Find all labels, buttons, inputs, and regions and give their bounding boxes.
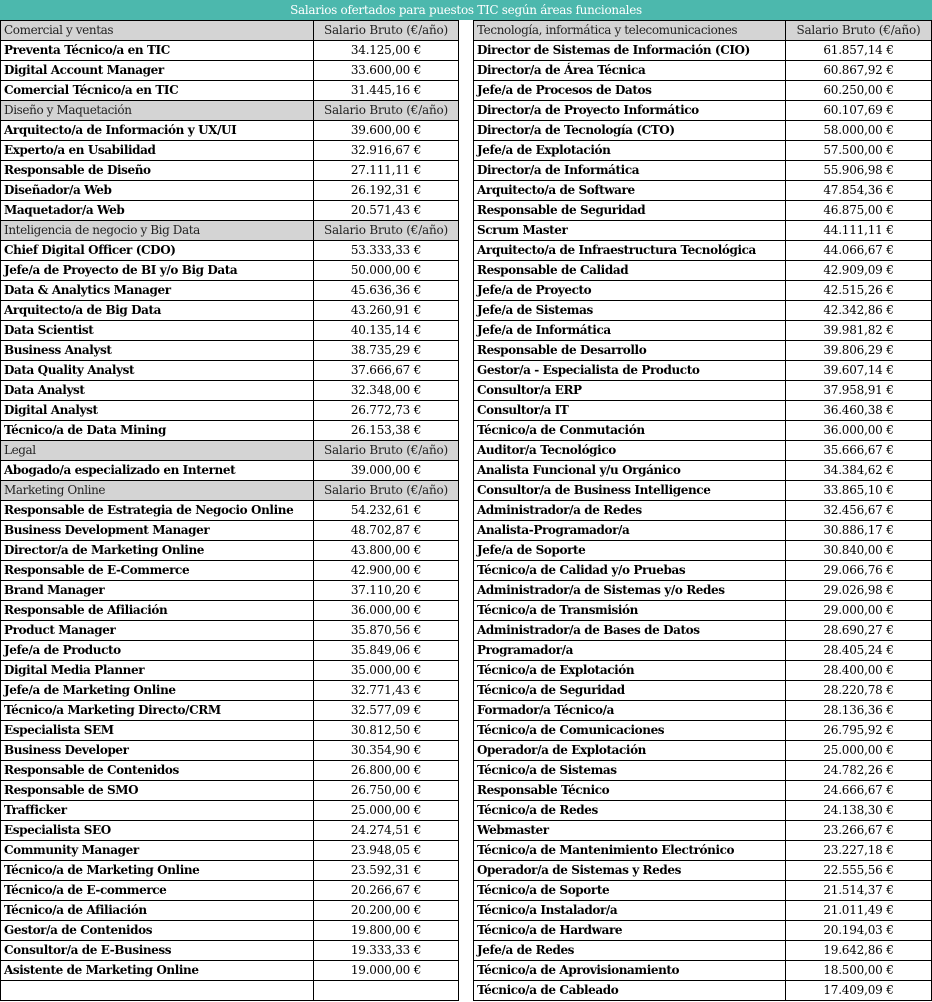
salary-value: 23.948,05 € [350, 843, 422, 857]
table-row [474, 501, 931, 521]
table-row [1, 661, 458, 681]
job-title: Responsable de Desarrollo [474, 341, 786, 360]
empty-row [1, 981, 458, 1001]
table-row [1, 701, 458, 721]
table-row [1, 681, 458, 701]
job-title: Asistente de Marketing Online [1, 961, 314, 980]
table-row [474, 301, 931, 321]
table-row [1, 581, 458, 601]
job-title: Director/a de Marketing Online [1, 541, 314, 560]
salary-value: 24.782,26 € [823, 763, 894, 777]
salary-value: 28.136,36 € [823, 703, 894, 717]
job-title: Operador/a de Explotación [474, 741, 786, 760]
salary-value: 30.840,00 € [823, 543, 894, 557]
job-title: Técnico/a Instalador/a [474, 901, 786, 920]
table-row [1, 861, 458, 881]
job-title: Técnico/a de Conmutación [474, 421, 786, 440]
table-row [474, 361, 931, 381]
table-row [474, 341, 931, 361]
job-title: Community Manager [1, 841, 314, 860]
salary-value: 46.875,00 € [823, 203, 894, 217]
salary-value: 44.111,11 € [823, 223, 894, 237]
table-row [474, 581, 931, 601]
section-header-row [1, 441, 458, 461]
table-row [474, 221, 931, 241]
job-title: Especialista SEM [1, 721, 314, 740]
table-row [474, 741, 931, 761]
job-title: Business Analyst [1, 341, 314, 360]
job-title: Técnico/a de Data Mining [1, 421, 314, 440]
table-row [474, 161, 931, 181]
job-title: Jefe/a de Explotación [474, 141, 786, 160]
section-header-row [1, 101, 458, 121]
table-row [1, 301, 458, 321]
job-title: Responsable de Calidad [474, 261, 786, 280]
job-title: Business Development Manager [1, 521, 314, 540]
table-row [474, 181, 931, 201]
job-title: Auditor/a Tecnológico [474, 441, 786, 460]
job-title: Gestor/a - Especialista de Producto [474, 361, 786, 380]
salary-value: 19.642,86 € [823, 943, 894, 957]
table-row [1, 341, 458, 361]
salary-value: 27.111,11 € [350, 163, 422, 177]
salary-value: 28.400,00 € [823, 663, 894, 677]
table-row [1, 781, 458, 801]
table-row [474, 541, 931, 561]
salary-value: 17.409,09 € [823, 983, 894, 997]
salary-value: 37.110,20 € [350, 583, 422, 597]
job-title: Jefe/a de Proyecto [474, 281, 786, 300]
job-title: Arquitecto/a de Información y UX/UI [1, 121, 314, 140]
salary-value: 37.958,91 € [823, 383, 894, 397]
job-title: Diseñador/a Web [1, 181, 314, 200]
job-title: Administrador/a de Redes [474, 501, 786, 520]
job-title: Webmaster [474, 821, 786, 840]
table-row [1, 81, 458, 101]
section-title: Tecnología, informática y telecomunicaciones [474, 21, 786, 40]
table-row [474, 761, 931, 781]
table-row [474, 861, 931, 881]
table-row [474, 981, 931, 1001]
salary-value: 32.577,09 € [350, 703, 422, 717]
table-row [474, 641, 931, 661]
job-title: Consultor/a de Business Intelligence [474, 481, 786, 500]
section-title: Marketing Online [1, 481, 314, 500]
job-title: Digital Account Manager [1, 61, 314, 80]
table-row [1, 721, 458, 741]
salary-value: 54.232,61 € [350, 503, 422, 517]
job-title: Director/a de Área Técnica [474, 61, 786, 80]
job-title: Data & Analytics Manager [1, 281, 314, 300]
table-row [474, 401, 931, 421]
job-title: Arquitecto/a de Big Data [1, 301, 314, 320]
table-row [1, 621, 458, 641]
salary-value: 61.857,14 € [823, 43, 894, 57]
job-title: Técnico/a de Seguridad [474, 681, 786, 700]
table-row [1, 841, 458, 861]
salary-value: 23.266,67 € [823, 823, 894, 837]
job-title: Operador/a de Sistemas y Redes [474, 861, 786, 880]
table-row [474, 241, 931, 261]
table-row [1, 601, 458, 621]
table-row [474, 721, 931, 741]
section-header-row [1, 221, 458, 241]
job-title: Scrum Master [474, 221, 786, 240]
job-title: Administrador/a de Sistemas y/o Redes [474, 581, 786, 600]
job-title: Responsable de Diseño [1, 161, 314, 180]
table-row [474, 461, 931, 481]
salary-value: 29.066,76 € [823, 563, 894, 577]
salary-value: 20.200,00 € [350, 903, 422, 917]
table-row [474, 821, 931, 841]
table-row [474, 841, 931, 861]
table-row [474, 701, 931, 721]
salary-value: 36.000,00 € [350, 603, 422, 617]
table-row [1, 821, 458, 841]
job-title: Técnico/a de Hardware [474, 921, 786, 940]
section-title: Inteligencia de negocio y Big Data [1, 221, 314, 240]
salary-value: 22.555,56 € [823, 863, 894, 877]
salary-value: 19.000,00 € [350, 963, 422, 977]
section-header-row [1, 481, 458, 501]
table-row [474, 201, 931, 221]
salary-value: 19.333,33 € [350, 943, 422, 957]
job-title: Jefe/a de Procesos de Datos [474, 81, 786, 100]
table-row [1, 501, 458, 521]
job-title: Responsable de Afiliación [1, 601, 314, 620]
job-title: Digital Analyst [1, 401, 314, 420]
job-title: Técnico/a de Cableado [474, 981, 786, 1001]
salary-value: 36.000,00 € [823, 423, 894, 437]
table-row [1, 141, 458, 161]
table-row [474, 961, 931, 981]
job-title: Especialista SEO [1, 821, 314, 840]
salary-value: 45.636,36 € [350, 283, 422, 297]
table-row [1, 881, 458, 901]
salary-value: 28.220,78 € [823, 683, 894, 697]
salary-value: 31.445,16 € [350, 83, 422, 97]
job-title: Responsable de Estrategia de Negocio Online [1, 501, 314, 520]
table-row [1, 901, 458, 921]
job-title: Técnico/a de Mantenimiento Electrónico [474, 841, 786, 860]
salary-value: 34.384,62 € [823, 463, 894, 477]
job-title: Jefe/a de Redes [474, 941, 786, 960]
right-salary-table [473, 20, 932, 1001]
job-title: Jefe/a de Soporte [474, 541, 786, 560]
table-row [1, 121, 458, 141]
salary-value: 26.153,38 € [350, 423, 422, 437]
salary-value: 57.500,00 € [823, 143, 894, 157]
table-row [474, 41, 931, 61]
salary-column-header: Salario Bruto (€/año) [323, 443, 449, 457]
salary-column-header: Salario Bruto (€/año) [323, 23, 449, 37]
salary-value: 33.865,10 € [823, 483, 894, 497]
salary-column-header: Salario Bruto (€/año) [323, 103, 449, 117]
salary-value: 26.795,92 € [823, 723, 894, 737]
job-title: Técnico/a de Sistemas [474, 761, 786, 780]
salary-value: 37.666,67 € [350, 363, 422, 377]
salary-column-header: Salario Bruto (€/año) [796, 23, 921, 37]
table-row [1, 941, 458, 961]
job-title: Responsable Técnico [474, 781, 786, 800]
salary-value: 19.800,00 € [350, 923, 422, 937]
job-title: Responsable de Contenidos [1, 761, 314, 780]
job-title: Abogado/a especializado en Internet [1, 461, 314, 480]
salary-value: 30.886,17 € [823, 523, 894, 537]
salary-value: 30.812,50 € [350, 723, 422, 737]
job-title: Técnico/a Marketing Directo/CRM [1, 701, 314, 720]
table-row [474, 121, 931, 141]
job-title: Responsable de SMO [1, 781, 314, 800]
salary-value: 47.854,36 € [823, 183, 894, 197]
job-title: Preventa Técnico/a en TIC [1, 41, 314, 60]
job-title: Consultor/a IT [474, 401, 786, 420]
job-title: Data Analyst [1, 381, 314, 400]
salary-value: 60.250,00 € [823, 83, 894, 97]
salary-value: 53.333,33 € [350, 243, 422, 257]
job-title: Director de Sistemas de Información (CIO) [474, 41, 786, 60]
page-title: Salarios ofertados para puestos TIC según áreas funcionales [0, 0, 932, 20]
job-title: Técnico/a de Explotación [474, 661, 786, 680]
salary-value: 35.870,56 € [350, 623, 422, 637]
table-row [1, 741, 458, 761]
job-title: Analista-Programador/a [474, 521, 786, 540]
salary-value: 21.514,37 € [823, 883, 894, 897]
table-row [474, 141, 931, 161]
section-header-row [474, 21, 931, 41]
job-title: Programador/a [474, 641, 786, 660]
salary-value: 32.916,67 € [350, 143, 422, 157]
table-row [1, 361, 458, 381]
salary-value: 44.066,67 € [823, 243, 894, 257]
table-row [474, 381, 931, 401]
job-title: Gestor/a de Contenidos [1, 921, 314, 940]
job-title: Experto/a en Usabilidad [1, 141, 314, 160]
salary-value: 20.266,67 € [350, 883, 422, 897]
job-title: Arquitecto/a de Software [474, 181, 786, 200]
table-row [1, 461, 458, 481]
salary-value: 24.666,67 € [823, 783, 894, 797]
table-row [474, 681, 931, 701]
salary-value: 43.260,91 € [350, 303, 422, 317]
salary-value: 32.456,67 € [823, 503, 894, 517]
job-title: Jefe/a de Informática [474, 321, 786, 340]
salary-value: 50.000,00 € [350, 263, 422, 277]
table-row [474, 801, 931, 821]
job-title: Product Manager [1, 621, 314, 640]
salary-value: 42.342,86 € [823, 303, 894, 317]
salary-value: 55.906,98 € [823, 163, 894, 177]
job-title: Consultor/a de E-Business [1, 941, 314, 960]
table-row [1, 921, 458, 941]
job-title: Técnico/a de Redes [474, 801, 786, 820]
table-row [474, 281, 931, 301]
salary-value: 39.000,00 € [350, 463, 422, 477]
job-title: Técnico/a de Aprovisionamiento [474, 961, 786, 980]
table-row [474, 921, 931, 941]
section-title: Comercial y ventas [1, 21, 314, 40]
salary-value: 35.849,06 € [350, 643, 422, 657]
table-row [474, 561, 931, 581]
table-row [1, 381, 458, 401]
job-title: Técnico/a de E-commerce [1, 881, 314, 900]
job-title: Arquitecto/a de Infraestructura Tecnológica [474, 241, 786, 260]
table-row [1, 401, 458, 421]
salary-value: 23.227,18 € [823, 843, 894, 857]
salary-value: 60.107,69 € [823, 103, 894, 117]
salary-value: 21.011,49 € [823, 903, 894, 917]
salary-value: 33.600,00 € [350, 63, 422, 77]
table-row [1, 541, 458, 561]
table-row [1, 61, 458, 81]
column-gap [459, 20, 473, 1001]
salary-value: 36.460,38 € [823, 403, 894, 417]
salary-value: 18.500,00 € [823, 963, 894, 977]
table-row [1, 421, 458, 441]
job-title [1, 981, 314, 1001]
salary-value: 39.607,14 € [823, 363, 894, 377]
salary-value: 25.000,00 € [823, 743, 894, 757]
salary-value: 39.981,82 € [823, 323, 894, 337]
job-title: Chief Digital Officer (CDO) [1, 241, 314, 260]
salary-column-header: Salario Bruto (€/año) [323, 483, 449, 497]
salary-value: 29.026,98 € [823, 583, 894, 597]
table-row [1, 281, 458, 301]
table-row [1, 261, 458, 281]
table-row [1, 321, 458, 341]
salary-value: 48.702,87 € [350, 523, 422, 537]
job-title: Director/a de Tecnología (CTO) [474, 121, 786, 140]
table-row [1, 241, 458, 261]
table-row [1, 181, 458, 201]
job-title: Comercial Técnico/a en TIC [1, 81, 314, 100]
salary-value: 30.354,90 € [350, 743, 422, 757]
job-title: Brand Manager [1, 581, 314, 600]
salary-value: 26.772,73 € [350, 403, 422, 417]
job-title: Data Quality Analyst [1, 361, 314, 380]
salary-value: 29.000,00 € [823, 603, 894, 617]
salary-value: 20.571,43 € [350, 203, 422, 217]
salary-value: 23.592,31 € [350, 863, 422, 877]
section-title: Legal [1, 441, 314, 460]
salary-value: 42.515,26 € [823, 283, 894, 297]
table-row [1, 761, 458, 781]
salary-value: 26.800,00 € [350, 763, 422, 777]
section-title: Diseño y Maquetación [1, 101, 314, 120]
job-title: Administrador/a de Bases de Datos [474, 621, 786, 640]
table-row [474, 481, 931, 501]
left-salary-table [0, 20, 459, 1001]
salary-value: 40.135,14 € [350, 323, 422, 337]
salary-value: 28.405,24 € [823, 643, 894, 657]
job-title: Técnico/a de Soporte [474, 881, 786, 900]
job-title: Técnico/a de Afiliación [1, 901, 314, 920]
table-row [1, 521, 458, 541]
salary-value: 34.125,00 € [350, 43, 422, 57]
table-row [474, 601, 931, 621]
job-title: Business Developer [1, 741, 314, 760]
job-title: Técnico/a de Calidad y/o Pruebas [474, 561, 786, 580]
job-title: Responsable de E-Commerce [1, 561, 314, 580]
salary-value: 35.000,00 € [350, 663, 422, 677]
job-title: Formador/a Técnico/a [474, 701, 786, 720]
job-title: Técnico/a de Comunicaciones [474, 721, 786, 740]
table-row [1, 801, 458, 821]
salary-value: 20.194,03 € [823, 923, 894, 937]
job-title: Director/a de Proyecto Informático [474, 101, 786, 120]
table-row [474, 441, 931, 461]
salary-value: 58.000,00 € [823, 123, 894, 137]
job-title: Responsable de Seguridad [474, 201, 786, 220]
salary-value: 26.192,31 € [350, 183, 422, 197]
table-row [474, 321, 931, 341]
job-title: Jefe/a de Marketing Online [1, 681, 314, 700]
table-row [474, 661, 931, 681]
job-title: Digital Media Planner [1, 661, 314, 680]
salary-value: 24.274,51 € [350, 823, 422, 837]
salary-value: 26.750,00 € [350, 783, 422, 797]
job-title: Maquetador/a Web [1, 201, 314, 220]
salary-value: 39.600,00 € [350, 123, 422, 137]
table-row [1, 41, 458, 61]
salary-value: 28.690,27 € [823, 623, 894, 637]
salary-value: 32.771,43 € [350, 683, 422, 697]
salary-value: 43.800,00 € [350, 543, 422, 557]
salary-value: 42.900,00 € [350, 563, 422, 577]
job-title: Jefe/a de Proyecto de BI y/o Big Data [1, 261, 314, 280]
table-row [474, 421, 931, 441]
table-row [474, 621, 931, 641]
job-title: Técnico/a de Transmisión [474, 601, 786, 620]
job-title: Director/a de Informática [474, 161, 786, 180]
salary-value: 42.909,09 € [823, 263, 894, 277]
table-row [474, 101, 931, 121]
table-row [474, 61, 931, 81]
salary-value: 39.806,29 € [823, 343, 894, 357]
job-title: Trafficker [1, 801, 314, 820]
salary-value: 25.000,00 € [350, 803, 422, 817]
job-title: Jefe/a de Producto [1, 641, 314, 660]
job-title: Data Scientist [1, 321, 314, 340]
table-row [474, 901, 931, 921]
section-header-row [1, 21, 458, 41]
job-title: Técnico/a de Marketing Online [1, 861, 314, 880]
salary-value: 32.348,00 € [350, 383, 422, 397]
job-title: Jefe/a de Sistemas [474, 301, 786, 320]
salary-column-header: Salario Bruto (€/año) [323, 223, 449, 237]
salary-value: 60.867,92 € [823, 63, 894, 77]
table-row [474, 521, 931, 541]
table-row [1, 201, 458, 221]
job-title: Consultor/a ERP [474, 381, 786, 400]
table-row [1, 161, 458, 181]
table-row [474, 941, 931, 961]
table-row [474, 261, 931, 281]
salary-value: 38.735,29 € [350, 343, 422, 357]
salary-value: 35.666,67 € [823, 443, 894, 457]
table-row [474, 81, 931, 101]
salary-value [314, 981, 458, 1001]
table-row [1, 961, 458, 981]
job-title: Analista Funcional y/u Orgánico [474, 461, 786, 480]
table-row [474, 881, 931, 901]
table-row [474, 781, 931, 801]
salary-value: 24.138,30 € [823, 803, 894, 817]
table-row [1, 641, 458, 661]
table-row [1, 561, 458, 581]
